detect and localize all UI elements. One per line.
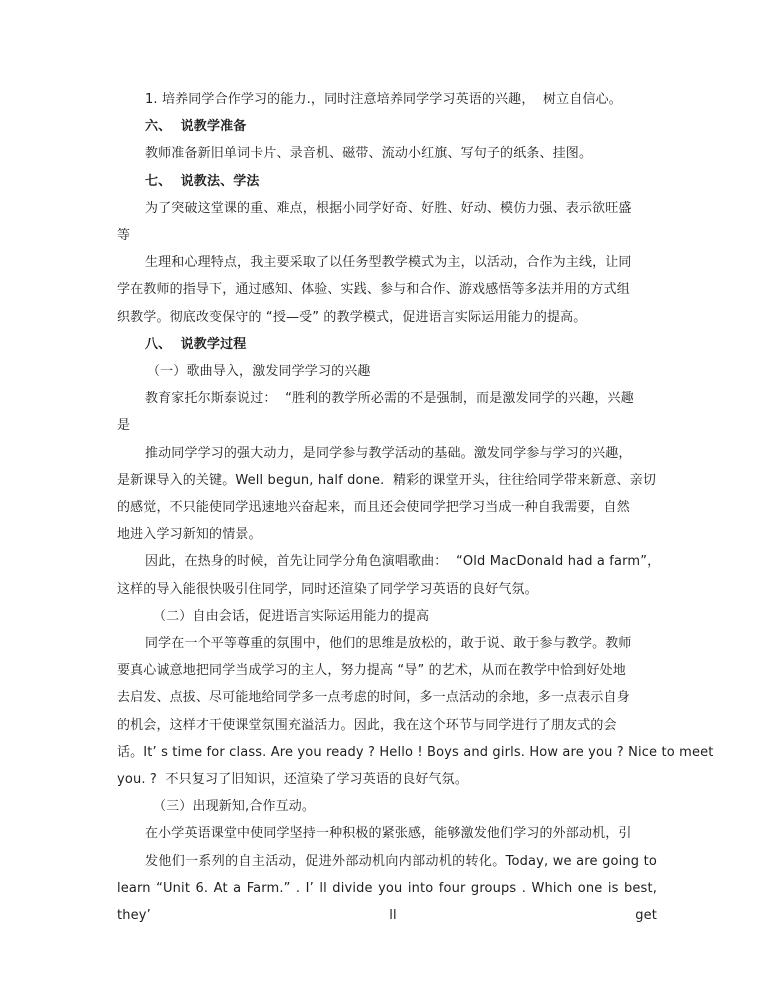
paragraph-line: 同学在一个平等尊重的氛围中，他们的思维是放松的，敢于说、敢于参与教学。教师 [145, 636, 632, 652]
paragraph-line: 是新课导入的关键。Well begun, half done. 精彩的课堂开头，往往给同学带来新意、亲切 [117, 472, 657, 488]
paragraph-line: 因此，在热身的时候，首先让同学分角色演唱歌曲： “Old MacDonald had a farm”， [145, 554, 661, 570]
paragraph-line: 织教学。彻底改变保守的 “授—受” 的教学模式，促进语言实际运用能力的提高。 [117, 309, 587, 325]
section-heading: 六、 说教学准备 [145, 119, 247, 135]
paragraph-line: 教师准备新旧单词卡片、录音机、磁带、流动小红旗、写句子的纸条、挂图。 [145, 146, 593, 162]
paragraph-line: 是 [117, 418, 131, 434]
subsection-heading: （三）出现新知,合作互动。 [153, 799, 316, 815]
paragraph-line: 等 [117, 228, 131, 244]
paragraph-line: 这样的导入能很快吸引住同学，同时还渲染了同学学习英语的良好气氛。 [117, 581, 538, 597]
paragraph-line: 去启发、点拔、尽可能地给同学多一点考虑的时间，多一点活动的余地，多一点表示自身 [117, 690, 630, 706]
paragraph-line: 的机会，这样才干使课堂氛围充溢活力。因此，我在这个环节与同学进行了朋友式的会 [117, 717, 617, 733]
paragraph-line: 学在教师的指导下，通过感知、体验、实践、参与和合作、游戏感悟等多法并用的方式组 [117, 282, 630, 298]
paragraph-line: 生理和心理特点，我主要采取了以任务型教学模式为主，以活动，合作为主线，让同 [145, 255, 632, 271]
section-heading: 八、 说教学过程 [145, 336, 247, 352]
paragraph-line: 的感觉，不只能使同学迅速地兴奋起来，而且还会使同学把学习当成一种自我需要，自然 [117, 500, 630, 516]
section-heading: 七、 说教法、学法 [145, 173, 260, 189]
paragraph-line: you. ? 不只复习了旧知识，还渲染了学习英语的良好气氛。 [117, 772, 468, 788]
paragraph-line: 在小学英语课堂中使同学坚持一种积极的紧张感，能够激发他们学习的外部动机，引 [145, 826, 632, 842]
subsection-heading: （二）自由会话，促进语言实际运用能力的提高 [153, 608, 430, 624]
paragraph-line: 1. 培养同学合作学习的能力.，同时注意培养同学学习英语的兴趣， 树立自信心。 [145, 92, 622, 107]
paragraph-line: 推动同学学习的强大动力，是同学参与教学活动的基础。激发同学参与学习的兴趣， [145, 445, 632, 461]
paragraph-line: learn “Unit 6. At a Farm.” . I’ ll divide you into four groups . Which one is best, they’ ll get [117, 880, 657, 924]
paragraph-line: 为了突破这堂课的重、难点，根据小同学好奇、好胜、好动、模仿力强、表示欲旺盛 [145, 200, 632, 216]
paragraph-line: 要真心诚意地把同学当成学习的主人，努力提高 “导” 的艺术，从而在教学中恰到好处地 [117, 663, 626, 679]
paragraph-line: 教育家托尔斯泰说过： “胜利的教学所必需的不是强制，而是激发同学的兴趣，兴趣 [145, 391, 634, 407]
paragraph-line: 地进入学习新知的情景。 [117, 527, 262, 543]
paragraph-line: 话。It’ s time for class. Are you ready ? Hello ! Boys and girls. How are you ? Nice to meet [117, 744, 714, 760]
paragraph-line: 发他们一系列的自主活动，促进外部动机向内部动机的转化。Today, we are going to [145, 853, 657, 869]
subsection-heading: （一）歌曲导入，激发同学学习的兴趣 [147, 364, 371, 380]
